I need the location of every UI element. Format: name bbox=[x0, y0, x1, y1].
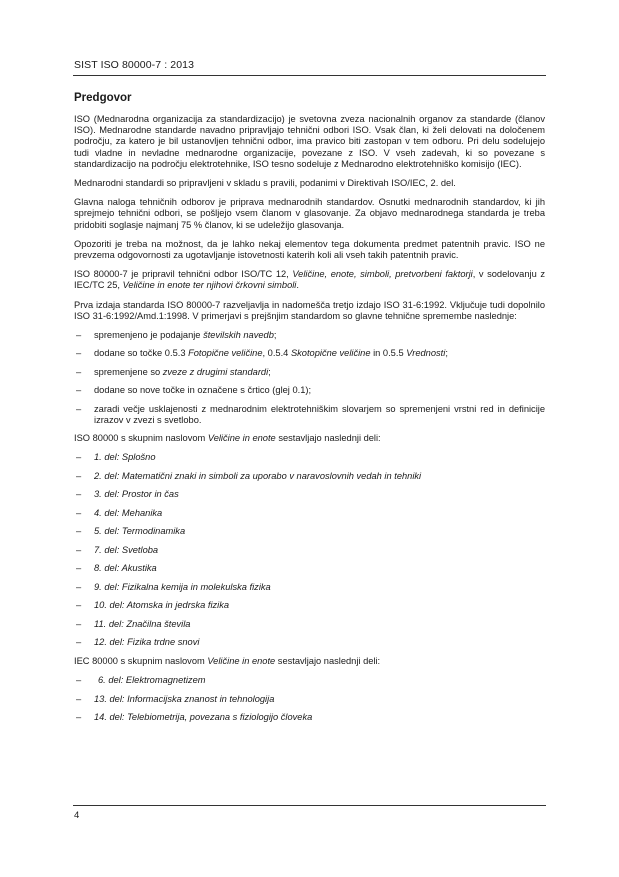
header-divider bbox=[73, 75, 546, 76]
paragraph-iso-parts-intro bbox=[74, 433, 545, 444]
part-title: 11. del: Značilna števila bbox=[94, 618, 191, 629]
text-span: , 0.5.4 bbox=[262, 348, 291, 359]
part-title: 9. del: Fizikalna kemija in molekulska fizika bbox=[94, 581, 271, 592]
text-italic: številskih navedb bbox=[203, 330, 274, 341]
list-item bbox=[74, 637, 545, 648]
list-item bbox=[74, 452, 545, 463]
text-span: in 0.5.5 bbox=[370, 348, 407, 359]
list-item bbox=[74, 694, 545, 705]
part-title: 5. del: Termodinamika bbox=[94, 526, 186, 537]
text-span: ; bbox=[445, 348, 448, 359]
list-item bbox=[74, 619, 545, 630]
text-italic: zveze z drugimi standardi bbox=[162, 366, 269, 377]
list-item bbox=[74, 582, 545, 593]
list-item bbox=[74, 330, 545, 341]
text-span: spremenjeno je podajanje bbox=[94, 330, 204, 341]
text-span: IEC 80000 s skupnim naslovom bbox=[74, 655, 208, 666]
part-title: 7. del: Svetloba bbox=[94, 544, 159, 555]
part-title: 14. del: Telebiometrija, povezana s fiziologijo človeka bbox=[94, 712, 313, 723]
paragraph-committees: Glavna naloga tehničnih odborov je priprava mednarodnih standardov. Osnutki mednarodnih standardov, ki jih sprejmejo tehnični odbori, se pošljejo vsem članom v glasovanje. Za objavo mednarodnega standarda je treba pridobiti soglasje najmanj 75 % članov, ki se udeležijo glasovanja. bbox=[74, 197, 545, 230]
part-title: 1. del: Splošno bbox=[94, 452, 156, 463]
section-title: Predgovor bbox=[74, 92, 132, 104]
part-title: 12. del: Fizika trdne snovi bbox=[94, 637, 200, 648]
text-span: ISO 80000-7 je pripravil tehnični odbor ISO/TC 12, bbox=[74, 269, 293, 280]
paragraph-prepared-by bbox=[74, 269, 545, 291]
text-span: ; bbox=[273, 330, 277, 341]
part-title: 2. del: Matematični znaki in simboli za uporabo v naravoslovnih vedah in tehniki bbox=[94, 470, 422, 481]
part-title: 6. del: Elektromagnetizem bbox=[98, 675, 206, 686]
list-item: – zaradi večje usklajenosti z mednarodnim elektrotehniškim slovarjem so spremenjeni vrstni red in definicije izrazov v zvezi s svetlobo. bbox=[74, 404, 545, 426]
part-title: 8. del: Akustika bbox=[94, 563, 157, 574]
text-span: . bbox=[296, 280, 299, 291]
text-span: ISO 80000 s skupnim naslovom bbox=[74, 433, 208, 444]
list-item bbox=[74, 526, 545, 537]
text-italic: Skotopične veličine bbox=[290, 348, 371, 359]
header-title: SIST ISO 80000-7 : 2013 bbox=[74, 59, 195, 71]
list-item bbox=[74, 471, 545, 482]
text-italic: Vrednosti bbox=[406, 348, 446, 359]
text-span: dodane so točke 0.5.3 bbox=[94, 348, 189, 359]
list-item bbox=[74, 675, 545, 686]
list-item bbox=[74, 489, 545, 500]
iec-parts-list bbox=[74, 675, 545, 723]
text-span: spremenjene so bbox=[94, 366, 163, 377]
list-item bbox=[74, 545, 545, 556]
page-number: 4 bbox=[74, 810, 80, 821]
part-title: 10. del: Atomska in jedrska fizika bbox=[94, 600, 230, 611]
paragraph-first-edition: Prva izdaja standarda ISO 80000-7 razveljavlja in nadomešča tretjo izdajo ISO 31-6:1992. Vključuje tudi dopolnilo ISO 31-6:1992/Amd.1:1998. V primerjavi s prejšnjim standardom so glavne tehnične spremembe naslednje: bbox=[74, 299, 545, 321]
paragraph-patents: Opozoriti je treba na možnost, da je lahko nekaj elementov tega dokumenta predmet patentnih pravic. ISO ne prevzema odgovornosti za ugotavljanje istovetnosti katerih koli ali vseh takih patentnih pravic. bbox=[74, 238, 545, 261]
iso-parts-list bbox=[74, 452, 545, 648]
text-span: ; bbox=[268, 366, 271, 377]
part-title: 3. del: Prostor in čas bbox=[94, 489, 179, 500]
text-span: sestavljajo naslednji deli: bbox=[275, 433, 381, 444]
committee-title-italic: Veličine in enote ter njihovi črkovni simboli bbox=[122, 280, 297, 291]
part-title: 4. del: Mehanika bbox=[94, 507, 163, 518]
list-item bbox=[74, 508, 545, 519]
list-item bbox=[74, 712, 545, 723]
list-item: – dodane so nove točke in označene s črtico (glej 0.1); bbox=[74, 385, 545, 396]
paragraph-iec-parts-intro bbox=[74, 656, 545, 667]
text-italic: Veličine in enote bbox=[207, 655, 276, 666]
changes-list bbox=[74, 330, 545, 426]
committee-title-italic: Veličine, enote, simboli, pretvorbeni faktorji bbox=[292, 269, 473, 280]
page-content bbox=[74, 92, 545, 731]
text-italic: Fotopične veličine bbox=[188, 348, 263, 359]
paragraph-iso-intro: ISO (Mednarodna organizacija za standardizacijo) je svetovna zveza nacionalnih organov za standarde (članov ISO). Mednarodne standarde navadno pripravljajo tehnični odbori ISO. Vsak član, ki želi delovati na določenem področju, za katero je bil ustanovljen tehnični odbor, ima pravico biti zastopan v tem odboru. Pri delu sodelujejo tudi vladne in nevladne mednarodne organizacije, povezane z ISO. V vseh zadevah, ki so povezane s standardizacijo na področju elektrotehnike, ISO tesno sodeluje z Mednarodno elektrotehniško komisijo (IEC). bbox=[74, 114, 545, 169]
list-item bbox=[74, 367, 545, 378]
text-span: , v sodelovanju z IEC/TC 25, bbox=[74, 269, 545, 291]
list-item bbox=[74, 348, 545, 359]
list-item bbox=[74, 600, 545, 611]
paragraph-directives: Mednarodni standardi so pripravljeni v skladu s pravili, podanimi v Direktivah ISO/IEC, 2. del. bbox=[74, 178, 456, 189]
text-span: sestavljajo naslednji deli: bbox=[275, 655, 381, 666]
text-italic: Veličine in enote bbox=[207, 433, 276, 444]
footer-divider bbox=[73, 805, 546, 806]
part-title: 13. del: Informacijska znanost in tehnologija bbox=[94, 693, 275, 704]
list-item bbox=[74, 563, 545, 574]
